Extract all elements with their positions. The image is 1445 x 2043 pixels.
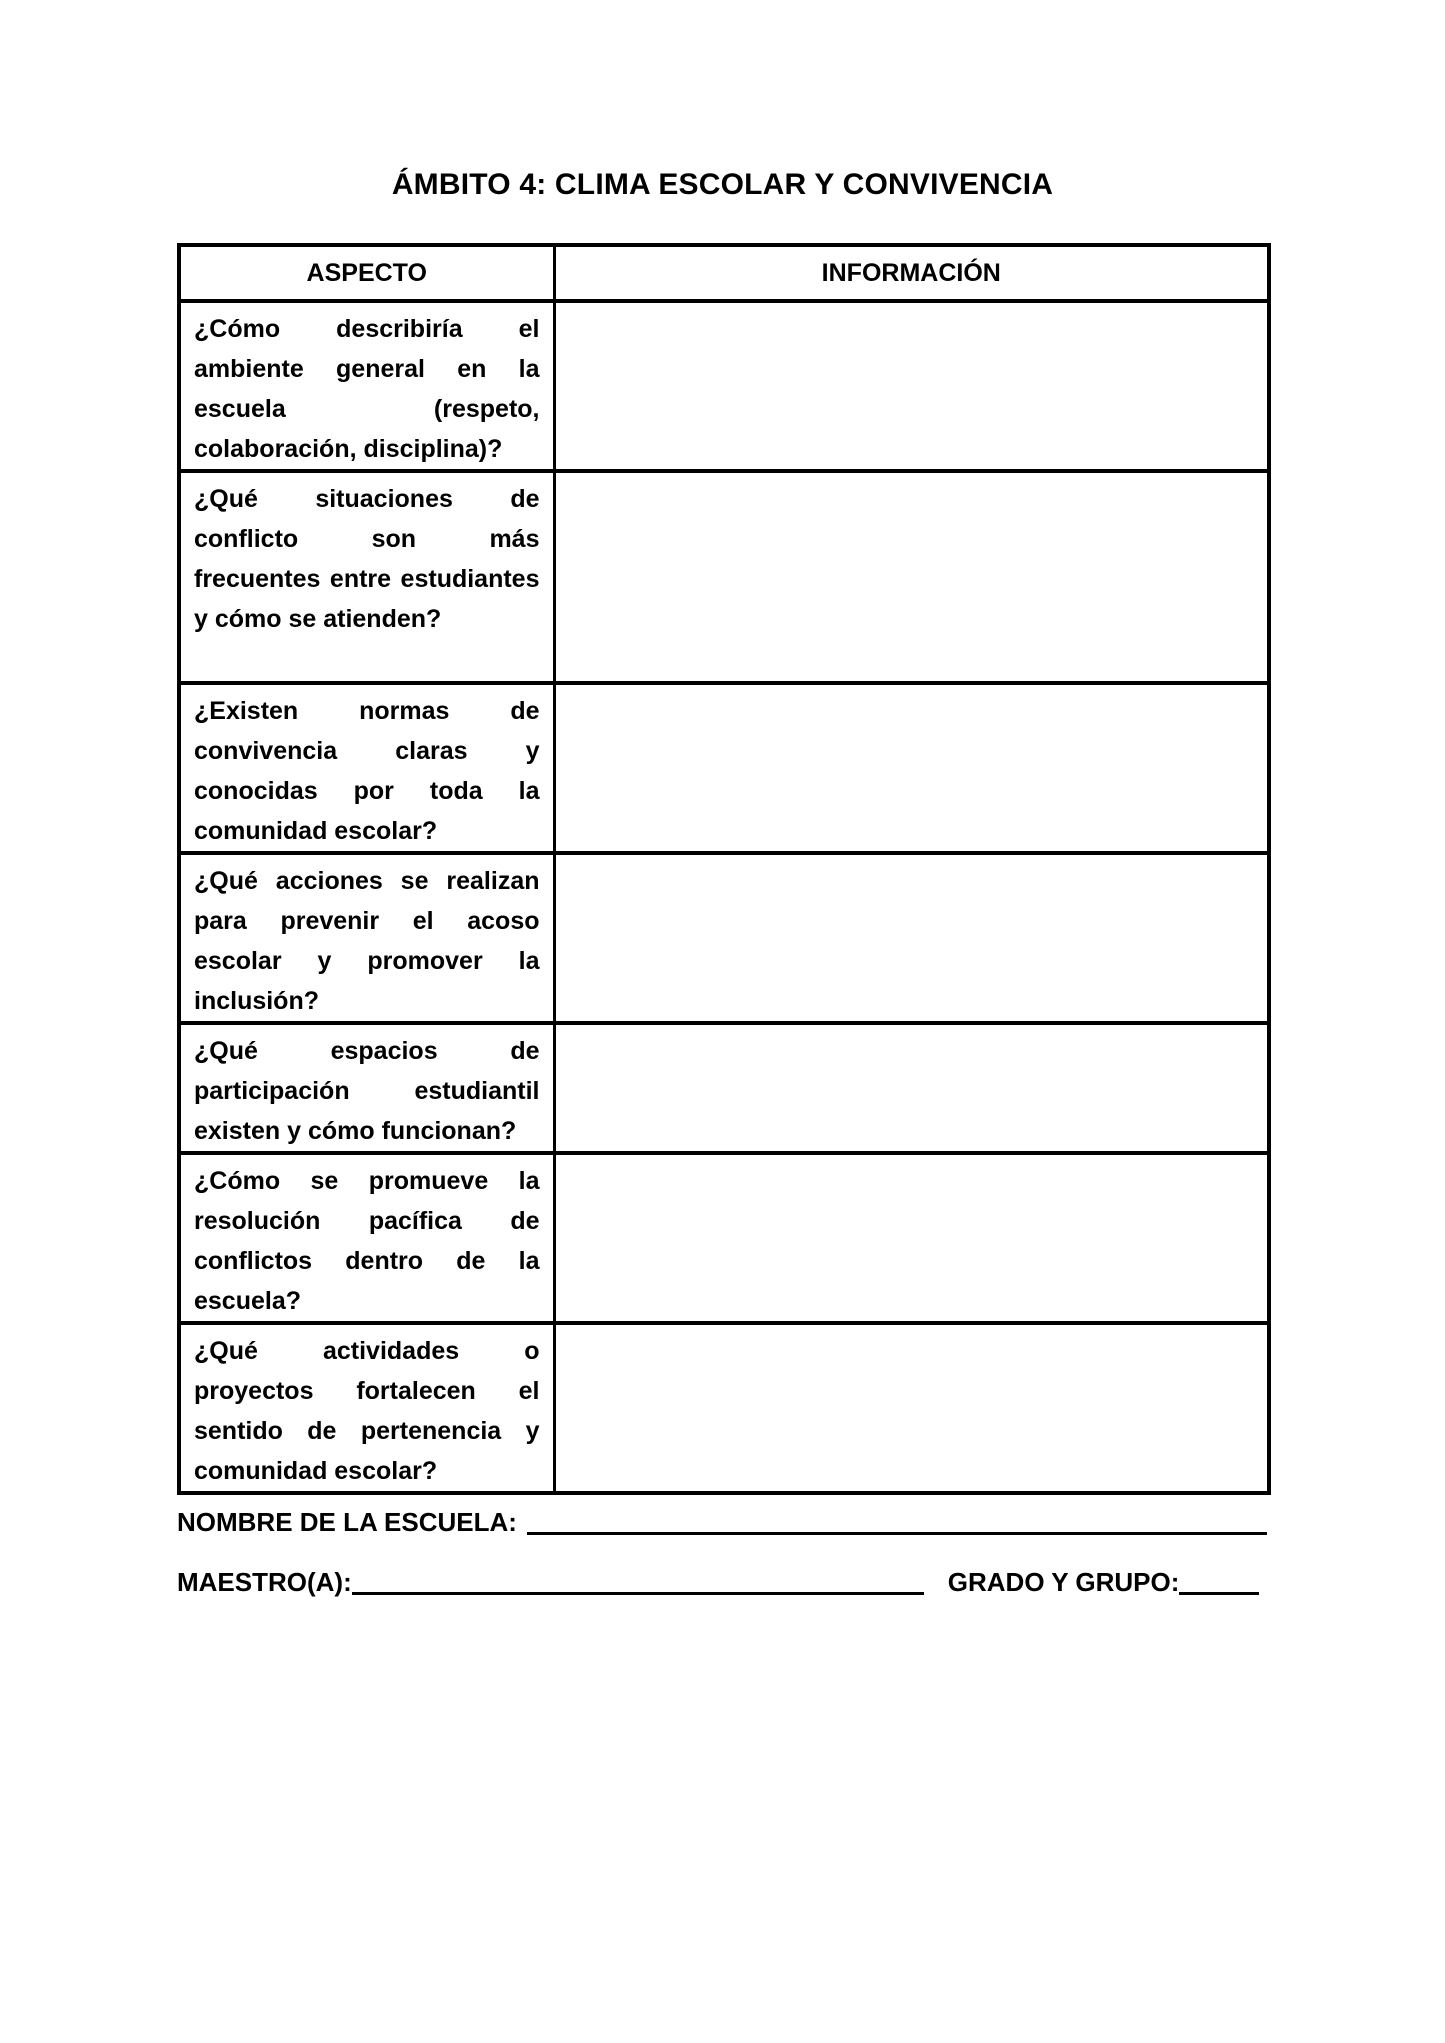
table-row: [179, 471, 1269, 683]
table-row: [179, 301, 1269, 471]
information-cell: [554, 853, 1269, 1023]
aspect-cell: ¿Qué actividades o proyectos fortalecen el sentido de pertenencia y comunidad escolar?: [179, 1323, 554, 1493]
aspect-cell: ¿Qué situaciones de conflicto son más frecuentes entre estudiantes y cómo se atienden?: [179, 471, 554, 683]
information-cell: [554, 1153, 1269, 1323]
information-cell: [554, 471, 1269, 683]
table-row: [179, 683, 1269, 853]
page-title: ÁMBITO 4: CLIMA ESCOLAR Y CONVIVENCIA: [391, 168, 1054, 201]
aspect-cell: ¿Cómo se promueve la resolución pacífica de conflictos dentro de la escuela?: [179, 1153, 554, 1323]
teacher-grade-row: [177, 1566, 1267, 1598]
aspect-info-table: [177, 243, 1271, 1495]
table-row: [179, 1023, 1269, 1153]
information-cell: [554, 1323, 1269, 1493]
information-cell: [554, 683, 1269, 853]
information-cell: [554, 1023, 1269, 1153]
grade-group-blank: [1179, 1592, 1259, 1595]
school-name-blank: [527, 1532, 1267, 1535]
table-header-row: [179, 245, 1269, 301]
column-header-aspecto: ASPECTO: [179, 245, 554, 301]
grade-group-label: GRADO Y GRUPO:: [947, 1567, 1180, 1597]
table-row: [179, 1153, 1269, 1323]
aspect-cell: ¿Existen normas de convivencia claras y conocidas por toda la comunidad escolar?: [179, 683, 554, 853]
column-header-informacion: INFORMACIÓN: [554, 245, 1269, 301]
aspect-cell: ¿Qué espacios de participación estudiantil existen y cómo funcionan?: [179, 1023, 554, 1153]
table-row: [179, 1323, 1269, 1493]
school-name-label: NOMBRE DE LA ESCUELA:: [177, 1507, 517, 1537]
table-row: [179, 853, 1269, 1023]
teacher-label: MAESTRO(A):: [177, 1567, 352, 1597]
teacher-blank: [352, 1592, 924, 1595]
information-cell: [554, 301, 1269, 471]
aspect-cell: ¿Qué acciones se realizan para prevenir el acoso escolar y promover la inclusión?: [179, 853, 554, 1023]
school-name-row: [177, 1506, 1267, 1538]
aspect-cell: ¿Cómo describiría el ambiente general en la escuela (respeto, colaboración, disciplina)?: [179, 301, 554, 471]
